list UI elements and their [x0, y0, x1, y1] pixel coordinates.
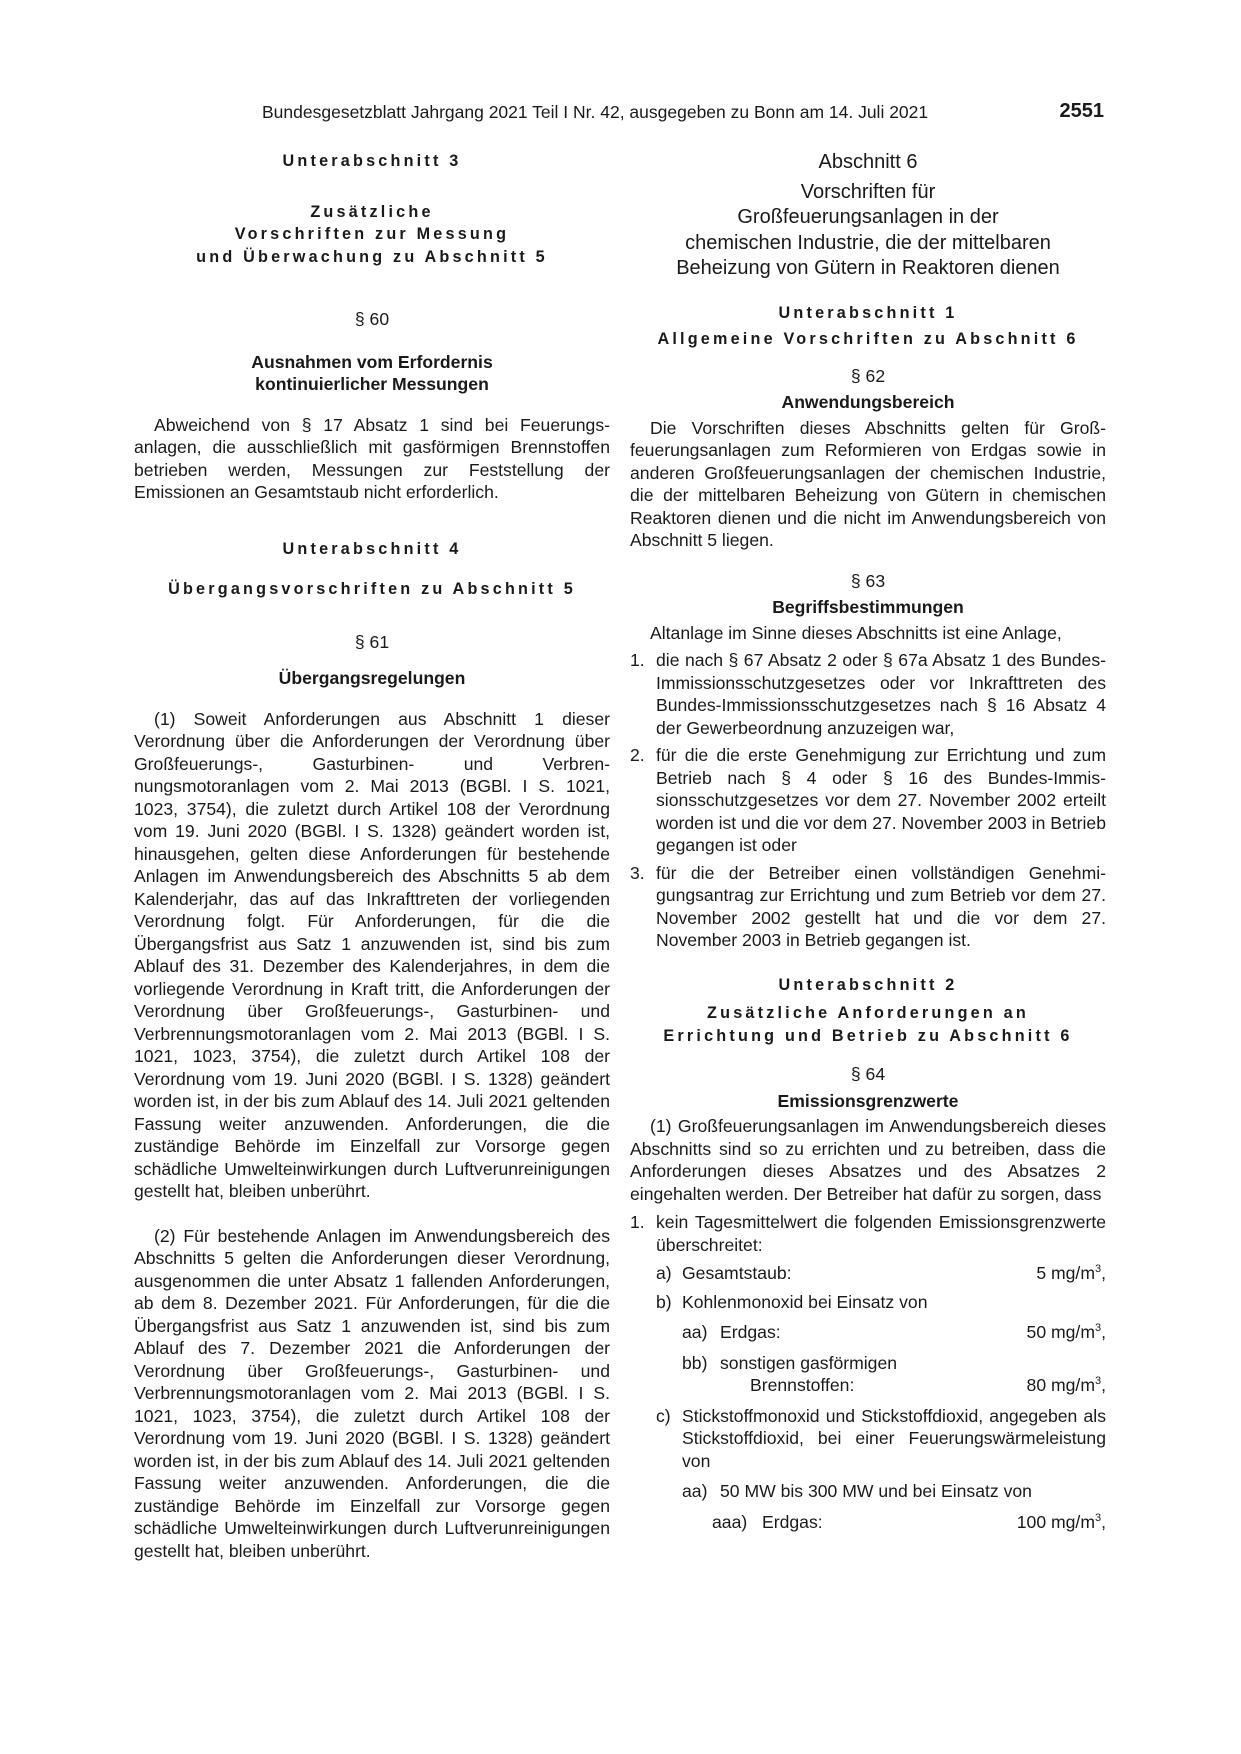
limit-mark: a) — [656, 1263, 672, 1283]
list-item-number: 1. — [630, 1212, 645, 1232]
ua2-title-1: Zusätzliche Anforderungen an — [707, 1004, 1029, 1022]
list-item-number: 2. — [630, 745, 645, 765]
limit-label: Erdgas: — [762, 1511, 823, 1532]
limit-mark: aa) — [682, 1322, 708, 1342]
section-60-title-2: kontinuierlicher Messungen — [255, 374, 489, 394]
right-column — [630, 150, 1106, 1533]
ua4-title: Übergangsvorschriften zu Abschnitt 5 — [168, 580, 576, 598]
limit-label: Erdgas: — [720, 1322, 781, 1342]
limit-value: 80 $mg/m^3$, — [1026, 1375, 1106, 1395]
list-item — [630, 744, 1106, 857]
ua1-title: Allgemeine Vorschriften zu Abschnitt 6 — [657, 330, 1079, 348]
abschnitt-6-title-2: Großfeuerungsanlagen in der — [737, 206, 999, 228]
list-item-number: 3. — [630, 862, 645, 883]
ua2-label: Unterabschnitt 2 — [778, 975, 958, 994]
limit-row-kohlenmonoxid — [656, 1291, 1106, 1314]
limit-row-stickstoffoxide — [656, 1405, 1106, 1473]
ua4-label: Unterabschnitt 4 — [282, 539, 462, 558]
limit-row-sonstige-brennstoffe — [682, 1352, 1106, 1397]
section-61-number: § 61 — [354, 631, 390, 652]
list-item-text: die nach § 67 Absatz 2 oder § 67a Absatz 1 des Bundes-Immissionsschutzgesetzes oder vor Inkrafttreten des Bundes-Immissionsschutzgesetzes nach § 16 Absatz 4 der Gewerbeordnung anzuzeigen war, — [656, 650, 1106, 738]
list-item-number: 1. — [630, 650, 645, 670]
section-64-absatz-1: (1) Großfeuerungsanlagen im Anwendungsbereich dieses Abschnitts sind so zu errichten und zu betreiben, dass die Anforderungen dieses Absatzes und des Absatzes 2 eingehalten werden. Der Betreiber hat dafür zu sorgen, dass — [630, 1116, 1106, 1204]
list-item — [630, 649, 1106, 739]
abschnitt-6-label: Abschnitt 6 — [818, 151, 918, 173]
limit-label: 50 MW bis 300 MW und bei Einsatz von — [720, 1481, 1032, 1501]
ua3-label: Unterabschnitt 3 — [282, 152, 462, 170]
section-62-number: § 62 — [850, 365, 886, 386]
section-63-intro: Altanlage im Sinne dieses Abschnitts ist eine Anlage, — [650, 622, 1062, 643]
ua3-title-3: und Überwachung zu Abschnitt 5 — [196, 247, 548, 266]
limit-value: 100 $mg/m^3$, — [1016, 1511, 1106, 1532]
limit-row-erdgas — [682, 1321, 1106, 1344]
list-item-text: für die der Betreiber einen vollständigen Genehmigungsantrag zur Errichtung und zum Betrieb vor dem 27. November 2002 gestellt hat und die vor dem 27. November 2003 in Betrieb gegangen ist. — [656, 862, 1106, 950]
section-64-title: Emissionsgrenzwerte — [777, 1090, 959, 1111]
ua3-title-1: Zusätzliche — [310, 202, 434, 221]
section-60-number: § 60 — [354, 309, 390, 329]
limit-mark: aaa) — [712, 1511, 748, 1532]
abschnitt-6-title-3: chemischen Industrie, die der mittelbaren — [685, 231, 1051, 254]
limit-mark: aa) — [682, 1481, 708, 1501]
abschnitt-6-title-1: Vorschriften für — [800, 180, 936, 203]
section-61-absatz-2: (2) Für bestehende Anlagen im Anwendungsbereich des Abschnitts 5 gelten die Anforderungen dieser Verordnung, ausgenommen die unter Absatz 1 fallenden Anforderungen, ab dem 8. Dezember 2021. Für Anforderungen, für die die Übergangsfrist aus Satz 1 anzuwenden ist, sind bis zum Ablauf des 7. Dezember 2021 die Anforderungen der Verordnung über Großfeuerungs-, Gasturbinen- und Verbrennungsmotoranlagen vom 2. Mai 2013 (BGBl. I S. 1021, 1023, 3754), die zuletzt durch Artikel 108 der Verordnung vom 19. Juni 2020 (BGBl. I S. 1328) geändert worden ist, in der bis zum Ablauf des 14. Juli 2021 geltenden Fassung weiter anzuwenden. Anforderungen, die die zuständige Behörde im Einzelfall zur Vorsorge gegen schädliche Umwelteinwirkungen durch Luftverunreinigungen gestellt hat, bleiben unberührt. — [134, 1225, 610, 1561]
abschnitt-6-title-4: Beheizung von Gütern in Reaktoren dienen — [676, 257, 1060, 279]
limit-label-2: Brennstoffen: — [750, 1375, 855, 1395]
limit-mark: c) — [656, 1405, 671, 1426]
section-63-title: Begriffsbestimmungen — [772, 597, 964, 617]
running-title: Bundesgesetzblatt Jahrgang 2021 Teil I Nr. 42, ausgegeben zu Bonn am 14. Juli 2021 — [262, 102, 929, 122]
list-item — [630, 862, 1106, 952]
section-63-number: § 63 — [850, 570, 886, 591]
limit-mark: b) — [656, 1291, 672, 1312]
section-62-text: Die Vorschriften dieses Abschnitts gelten für Großfeuerungsanlagen zum Reformieren von Erdgas sowie in anderen Großfeuerungsanlagen der chemischen Industrie, die der mittelbaren Beheizung von Gütern in chemischen Reaktoren dienen und die nicht im Anwendungsbereich von Abschnitt 5 liegen. — [630, 417, 1106, 550]
limit-label: Stickstoffmonoxid und Stickstoffdioxid, angegeben als Stickstoffdioxid, bei einer Feuerungswärmeleistung von — [682, 1405, 1106, 1471]
section-61-title: Übergangsregelungen — [278, 668, 466, 688]
limit-mark: bb) — [682, 1352, 708, 1373]
limit-row-50-300mw — [682, 1480, 1106, 1503]
limit-label: Kohlenmonoxid bei Einsatz von — [682, 1291, 928, 1312]
ua2-title-2: Errichtung und Betrieb zu Abschnitt 6 — [663, 1026, 1073, 1045]
limit-value: 50 $mg/m^3$, — [1026, 1322, 1106, 1342]
running-header — [262, 100, 1104, 126]
page-number: 2551 — [1059, 100, 1104, 122]
section-64-number: § 64 — [850, 1064, 886, 1084]
left-column — [134, 150, 610, 1562]
list-item-text: kein Tagesmittelwert die folgenden Emissionsgrenzwerte überschreitet: — [656, 1212, 1106, 1255]
limit-label: sonstigen gasförmigen — [720, 1352, 898, 1373]
ua1-label: Unterabschnitt 1 — [778, 303, 958, 322]
limit-label: Gesamtstaub: — [682, 1263, 792, 1283]
section-62-title: Anwendungsbereich — [781, 392, 955, 412]
ua3-title-2: Vorschriften zur Messung — [234, 225, 510, 243]
section-60-title-1: Ausnahmen vom Erfordernis — [251, 351, 493, 372]
limit-row-erdgas-nox — [712, 1511, 1106, 1534]
section-60-text: Abweichend von § 17 Absatz 1 sind bei Feuerungsanlagen, die ausschließlich mit gasförmigen Brennstoffen betrieben werden, Messungen zur Feststellung der Emissionen an Gesamtstaub nicht erforderlich. — [134, 414, 610, 502]
limit-value: 5 $mg/m^3$, — [1036, 1263, 1106, 1283]
list-item-text: für die die erste Genehmigung zur Errichtung und zum Betrieb nach § 4 oder § 16 des Bundes-Immissionsschutzgesetzes vor dem 27. November 2002 erteilt worden ist und die vor dem 27. November 2003 in Betrieb gegangen ist oder — [656, 745, 1106, 855]
limit-row-gesamtstaub — [656, 1262, 1106, 1285]
section-61-absatz-1: (1) Soweit Anforderungen aus Abschnitt 1 dieser Verordnung über die Anforderungen der Verordnung über Großfeuerungs-, Gasturbinen- und Verbrennungsmotoranlagen vom 2. Mai 2013 (BGBl. I S. 1021, 1023, 3754), die zuletzt durch Artikel 108 der Verordnung vom 19. Juni 2020 (BGBl. I S. 1328) geändert worden ist, hinausgehen, gelten diese Anforderungen für bestehende Anlagen im Anwendungsbereich des Abschnitts 5 ab dem Kalenderjahr, das auf das Inkrafttreten der vorliegenden Verordnung folgt. Für Anforderungen, für die die Übergangsfrist aus Satz 1 anzuwenden ist, sind bis zum Ablauf des 31. Dezember des Kalenderjahres, in dem die vorliegende Verordnung in Kraft tritt, die Anforderungen der Verordnung über Großfeuerungs-, Gasturbinen- und Verbrennungsmotoranlagen vom 2. Mai 2013 (BGBl. I S. 1021, 1023, 3754), die zuletzt durch Artikel 108 der Verordnung vom 19. Juni 2020 (BGBl. I S. 1328) geändert worden ist, in der bis zum Ablauf des 14. Juli 2021 geltenden Fassung weiter anzuwenden. Anforderungen, die die zuständige Behörde im Einzelfall zur Vorsorge gegen schädliche Umwelteinwirkungen durch Luftverunreinigungen gestellt hat, bleiben unberührt. — [134, 708, 610, 1201]
list-item — [630, 1211, 1106, 1256]
